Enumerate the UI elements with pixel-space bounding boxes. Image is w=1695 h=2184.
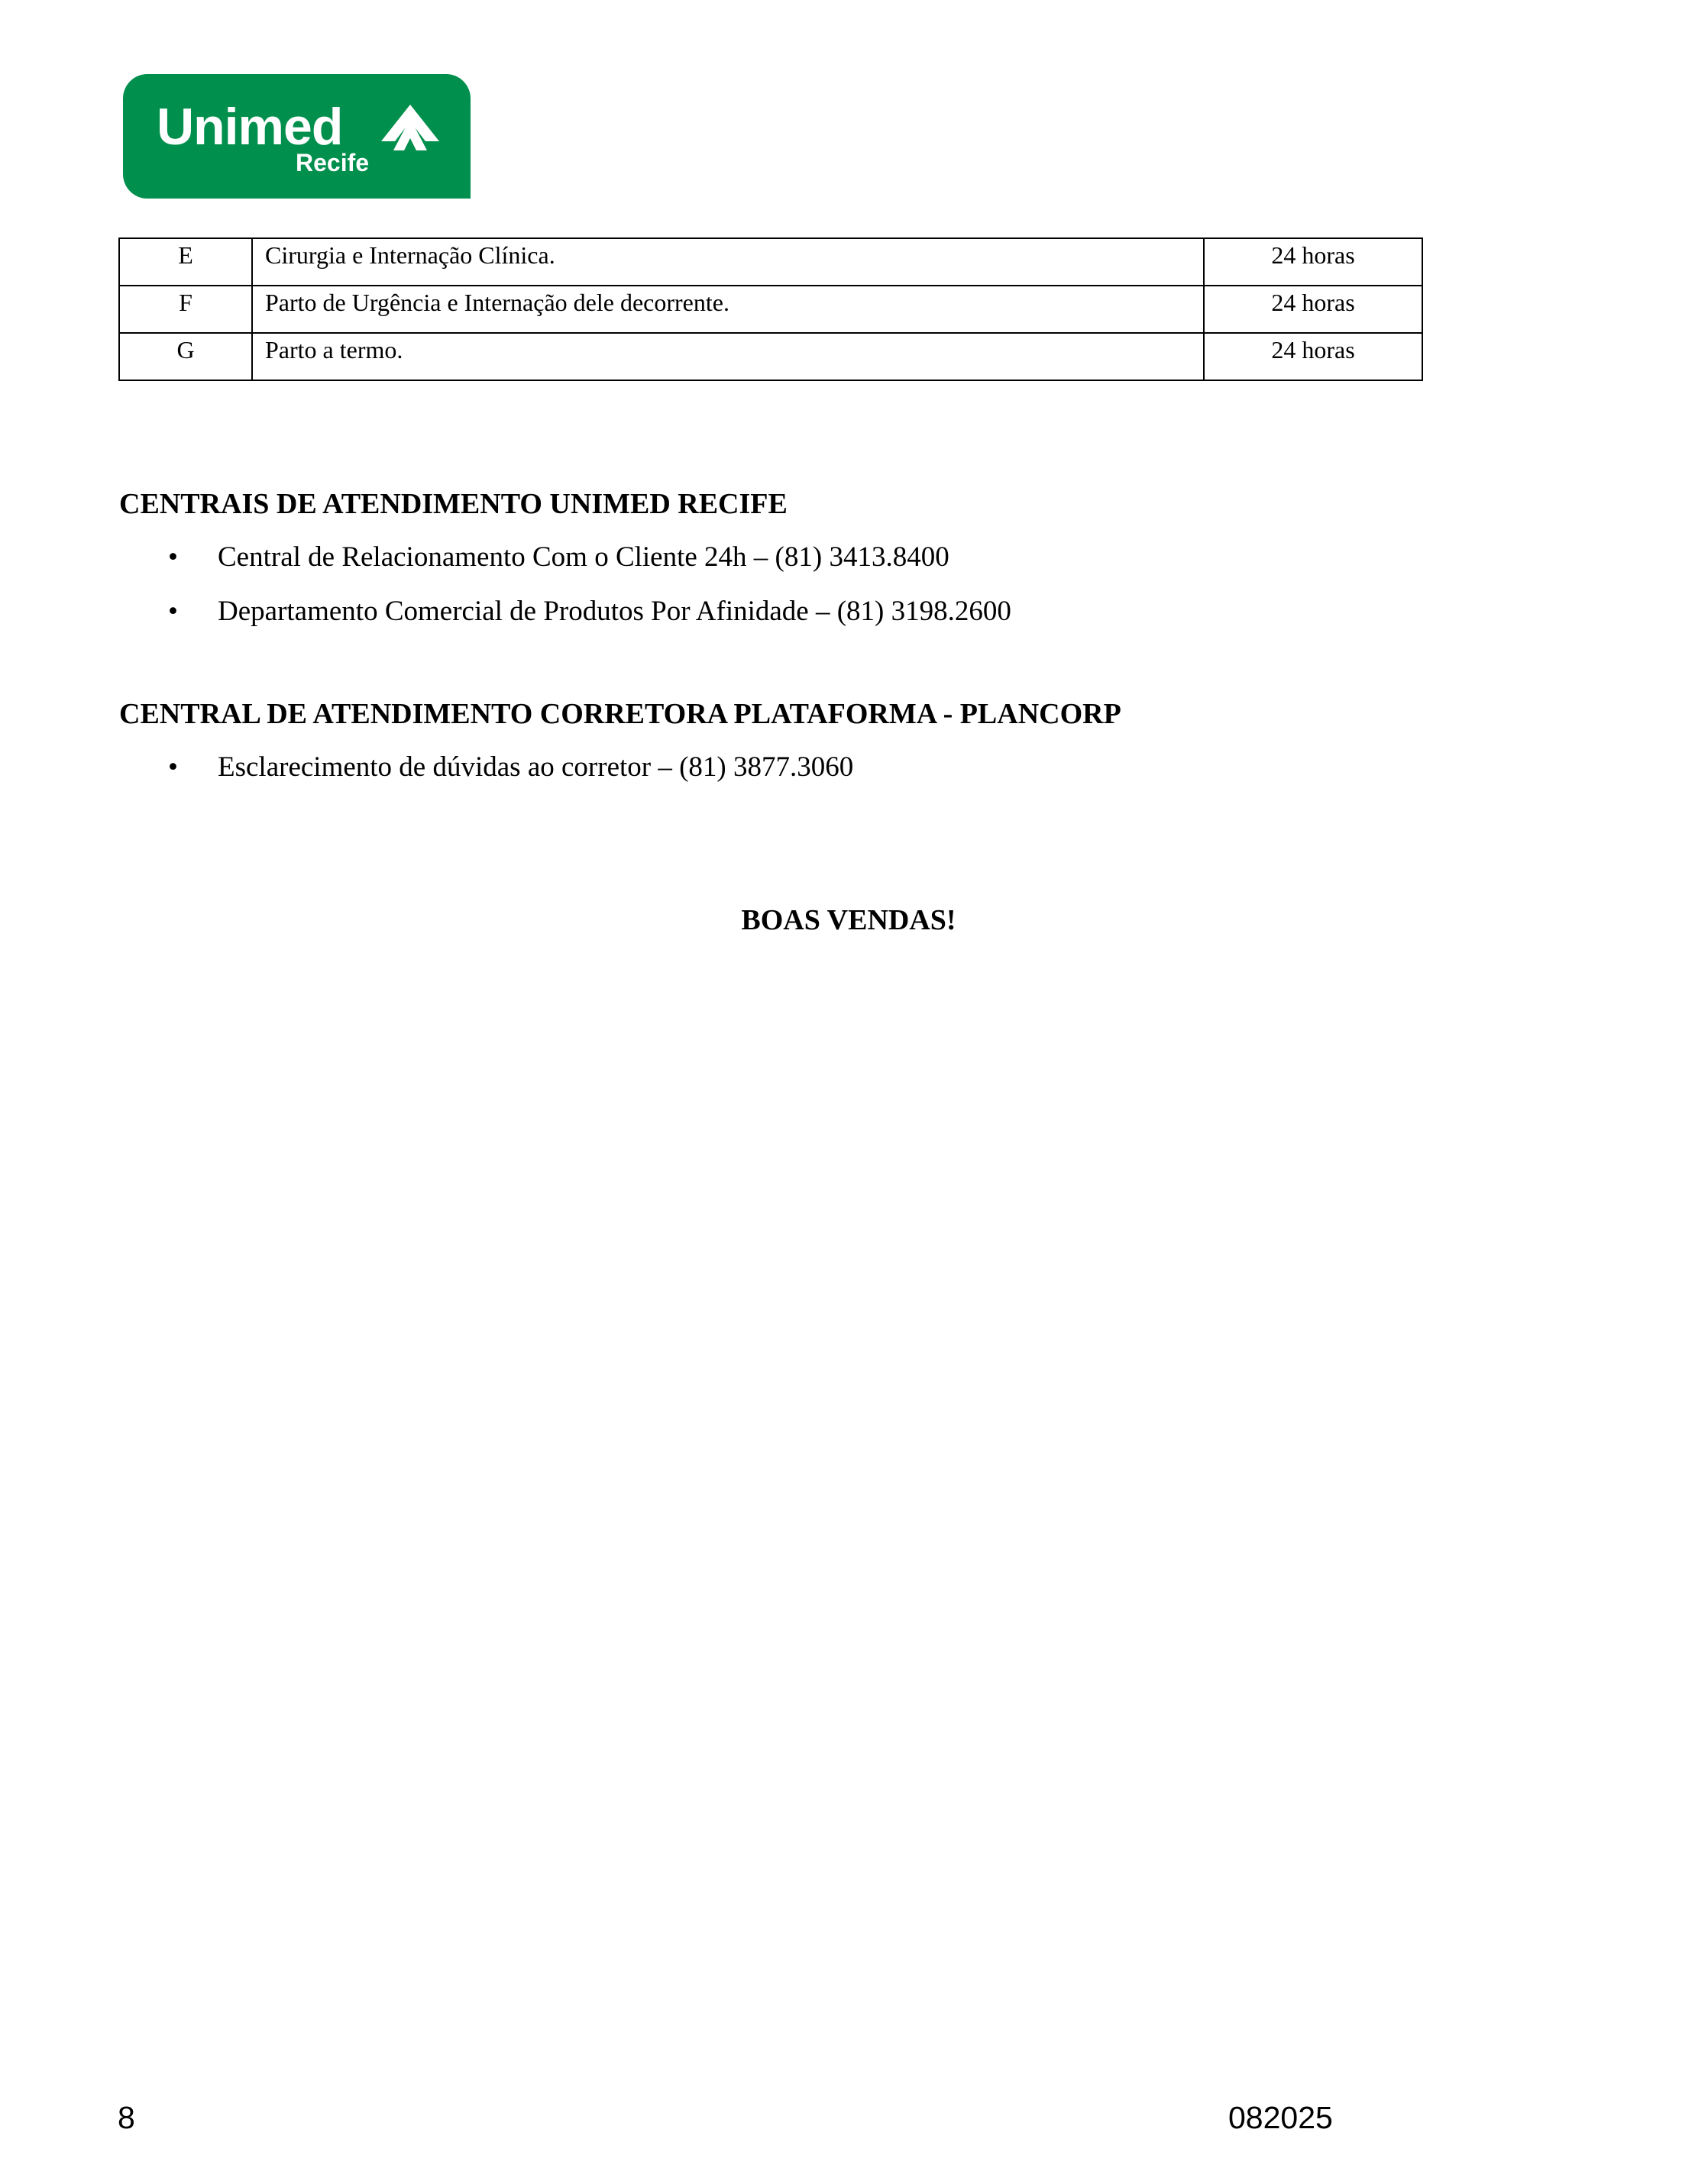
list-item-text: Central de Relacionamento Com o Cliente 24h – (81) 3413.8400 — [218, 541, 949, 573]
row-description: Parto de Urgência e Internação dele decorrente. — [252, 286, 1204, 333]
row-code: G — [119, 333, 252, 380]
table-row — [119, 286, 1422, 333]
logo-brand-text: Unimed — [157, 98, 343, 156]
section-heading-unimed: CENTRAIS DE ATENDIMENTO UNIMED RECIFE — [119, 488, 788, 520]
bullet-icon: • — [168, 596, 178, 627]
row-description: Parto a termo. — [252, 333, 1204, 380]
row-code: F — [119, 286, 252, 333]
table-row — [119, 333, 1422, 380]
logo-sub-text: Recife — [296, 149, 370, 176]
list-item-text: Esclarecimento de dúvidas ao corretor – (81) 3877.3060 — [218, 751, 854, 783]
document-code: 082025 — [1228, 2100, 1333, 2135]
table-row — [119, 238, 1422, 286]
closing-message: BOAS VENDAS! — [741, 904, 956, 936]
row-description: Cirurgia e Internação Clínica. — [252, 238, 1204, 286]
bullet-icon: • — [168, 541, 178, 573]
deadline-table — [118, 237, 1423, 381]
page-number: 8 — [118, 2100, 135, 2135]
unimed-recife-logo — [123, 74, 471, 199]
row-deadline: 24 horas — [1204, 333, 1422, 380]
unimed-tree-icon — [381, 105, 439, 150]
row-deadline: 24 horas — [1204, 286, 1422, 333]
row-deadline: 24 horas — [1204, 238, 1422, 286]
list-item-text: Departamento Comercial de Produtos Por Afinidade – (81) 3198.2600 — [218, 596, 1011, 627]
section-heading-plancorp: CENTRAL DE ATENDIMENTO CORRETORA PLATAFORMA - PLANCORP — [119, 698, 1121, 730]
row-code: E — [119, 238, 252, 286]
bullet-icon: • — [168, 751, 178, 783]
